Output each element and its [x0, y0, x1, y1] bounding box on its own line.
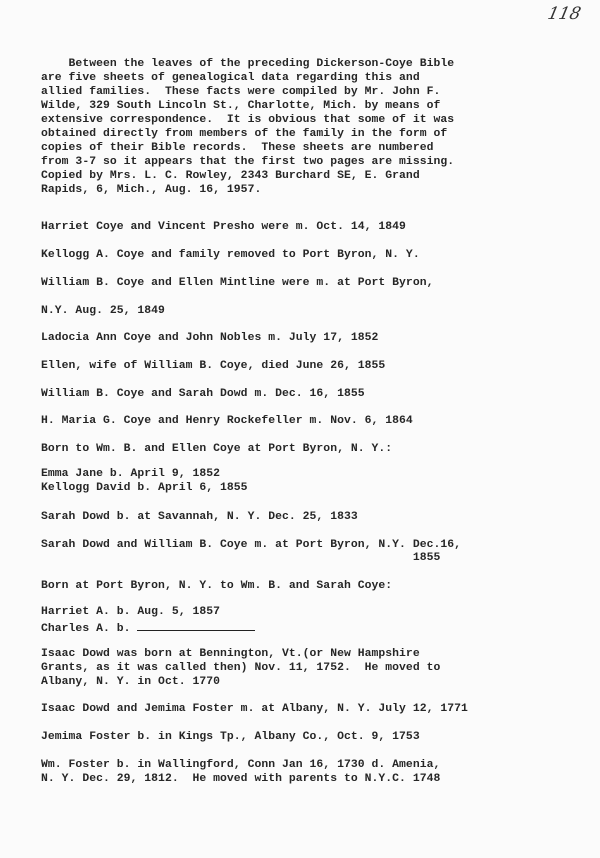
record-line: Isaac Dowd was born at Bennington, Vt.(or New Hampshire — [41, 648, 420, 660]
record-line: William B. Coye and Ellen Mintline were m. at Port Byron, — [41, 277, 434, 289]
record-line: 1855 — [41, 552, 441, 564]
record-line: Albany, N. Y. in Oct. 1770 — [41, 676, 221, 688]
record-line: Wm. Foster b. in Wallingford, Conn Jan 16, 1730 d. Amenia, — [41, 759, 441, 771]
page-number: 118 — [545, 4, 583, 24]
record-line: Harriet A. b. Aug. 5, 1857 — [41, 606, 221, 618]
record-line: N. Y. Dec. 29, 1812. He moved with parents to N.Y.C. 1748 — [41, 773, 441, 785]
record-line: Born at Port Byron, N. Y. to Wm. B. and Sarah Coye: — [41, 580, 393, 592]
record-line: Grants, as it was called then) Nov. 11, 1752. He moved to — [41, 662, 441, 674]
record-line: Harriet Coye and Vincent Presho were m. Oct. 14, 1849 — [41, 221, 406, 233]
record-line: Born to Wm. B. and Ellen Coye at Port Byron, N. Y.: — [41, 443, 393, 455]
record-line: Isaac Dowd and Jemima Foster m. at Albany, N. Y. July 12, 1771 — [41, 703, 468, 715]
intro-line: obtained directly from members of the family in the form of — [41, 128, 448, 140]
intro-line: Between the leaves of the preceding Dickerson-Coye Bible — [41, 58, 455, 70]
intro-line: from 3-7 so it appears that the first two pages are missing. — [41, 156, 455, 168]
record-line: Jemima Foster b. in Kings Tp., Albany Co., Oct. 9, 1753 — [41, 731, 420, 743]
record-line: N.Y. Aug. 25, 1849 — [41, 305, 165, 317]
intro-line: Wilde, 329 South Lincoln St., Charlotte, Mich. by means of — [41, 100, 441, 112]
intro-line: Rapids, 6, Mich., Aug. 16, 1957. — [41, 184, 262, 196]
intro-line: allied families. These facts were compiled by Mr. John F. — [41, 86, 441, 98]
intro-line: extensive correspondence. It is obvious that some of it was — [41, 114, 455, 126]
record-line: Emma Jane b. April 9, 1852 — [41, 468, 221, 480]
record-line: Kellogg David b. April 6, 1855 — [41, 482, 248, 494]
blank-date-line — [137, 620, 255, 631]
record-line: Ellen, wife of William B. Coye, died June 26, 1855 — [41, 360, 386, 372]
intro-line: are five sheets of genealogical data regarding this and — [41, 72, 420, 84]
record-line: Sarah Dowd b. at Savannah, N. Y. Dec. 25, 1833 — [41, 511, 358, 523]
record-text: Charles A. b. — [41, 623, 138, 635]
record-line — [41, 620, 255, 637]
intro-line: Copied by Mrs. L. C. Rowley, 2343 Burchard SE, E. Grand — [41, 170, 420, 182]
record-line: H. Maria G. Coye and Henry Rockefeller m. Nov. 6, 1864 — [41, 415, 413, 427]
record-line: William B. Coye and Sarah Dowd m. Dec. 16, 1855 — [41, 388, 365, 400]
intro-line: copies of their Bible records. These sheets are numbered — [41, 142, 434, 154]
record-line: Kellogg A. Coye and family removed to Port Byron, N. Y. — [41, 249, 420, 261]
record-line: Sarah Dowd and William B. Coye m. at Port Byron, N.Y. Dec.16, — [41, 539, 462, 551]
record-line: Ladocia Ann Coye and John Nobles m. July 17, 1852 — [41, 332, 379, 344]
